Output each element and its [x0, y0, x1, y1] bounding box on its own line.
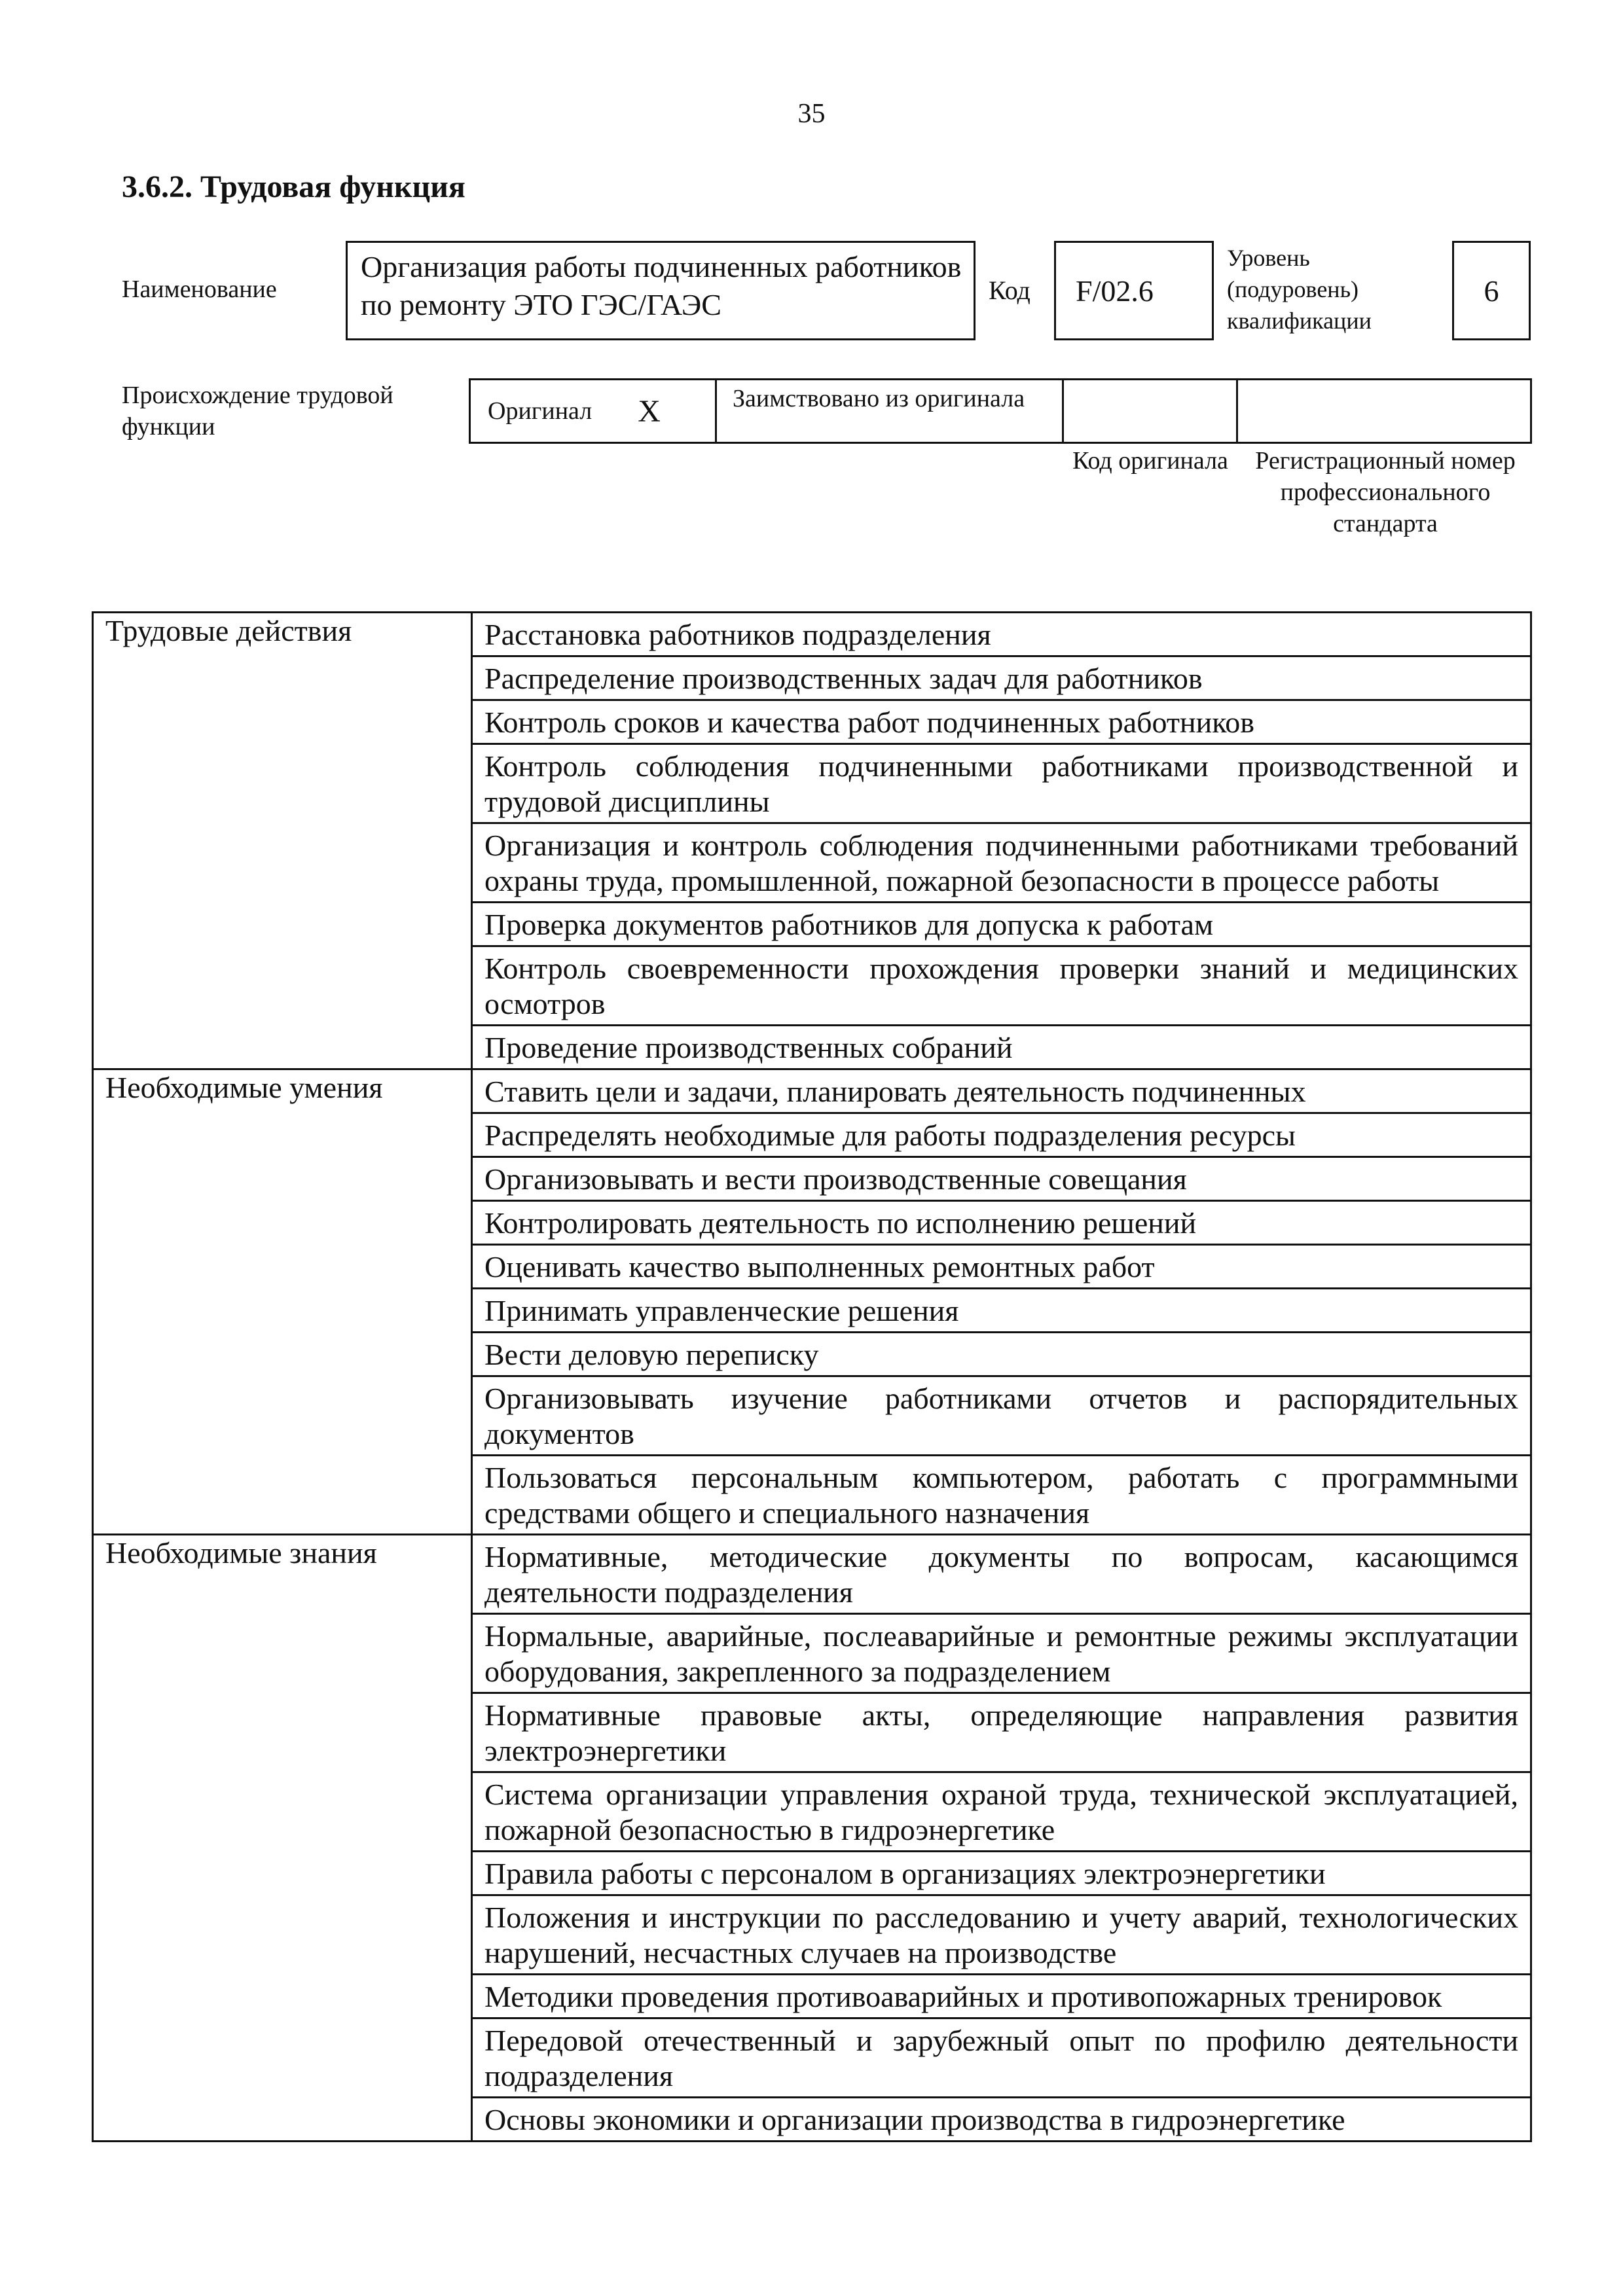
item-cell: Пользоваться персональным компьютером, работать с программными средствами общего и специального назначения: [472, 1456, 1531, 1535]
item-cell: Система организации управления охраной труда, технической эксплуатацией, пожарной безопасностью в гидроэнергетике: [472, 1772, 1531, 1852]
item-cell: Передовой отечественный и зарубежный опыт по профилю деятельности подразделения: [472, 2018, 1531, 2098]
item-cell: Организовывать и вести производственные совещания: [472, 1157, 1531, 1201]
item-cell: Правила работы с персоналом в организациях электроэнергетики: [472, 1852, 1531, 1895]
item-cell: Вести деловую переписку: [472, 1333, 1531, 1376]
item-cell: Распределять необходимые для работы подразделения ресурсы: [472, 1113, 1531, 1157]
section-title: 3.6.2. Трудовая функция: [122, 170, 465, 204]
item-cell: Положения и инструкции по расследованию и учету аварий, технологических нарушений, несчастных случаев на производстве: [472, 1895, 1531, 1975]
item-cell: Нормальные, аварийные, послеаварийные и ремонтные режимы эксплуатации оборудования, закрепленного за подразделением: [472, 1614, 1531, 1693]
table-row: [93, 1069, 1531, 1113]
item-cell: Контроль сроков и качества работ подчиненных работников: [472, 700, 1531, 744]
origin-row: [469, 378, 1532, 444]
code-label: Код: [989, 276, 1030, 305]
item-cell: Ставить цели и задачи, планировать деятельность подчиненных: [472, 1069, 1531, 1113]
origin-borrowed-cell: Заимствовано из оригинала: [717, 380, 1064, 442]
origin-original-label: Оригинал: [488, 397, 593, 425]
table-row: [93, 1535, 1531, 1614]
item-cell: Проведение производственных собраний: [472, 1026, 1531, 1069]
qualification-level-label: Уровень (подуровень) квалификации: [1227, 245, 1372, 334]
origin-original-cell: [471, 380, 717, 442]
page-number: 35: [797, 99, 826, 129]
item-cell: Организация и контроль соблюдения подчиненными работниками требований охраны труда, промышленной, пожарной безопасности в процессе работы: [472, 823, 1531, 903]
item-cell: Контроль соблюдения подчиненными работниками производственной и трудовой дисциплины: [472, 744, 1531, 823]
function-code-box: F/02.6: [1054, 241, 1214, 340]
item-cell: Расстановка работников подразделения: [472, 613, 1531, 656]
origin-label: Происхождение трудовой функции: [122, 382, 393, 440]
origin-reg-cell: [1238, 380, 1530, 442]
item-cell: Принимать управленческие решения: [472, 1289, 1531, 1333]
function-table: [92, 611, 1532, 2142]
function-name-box: Организация работы подчиненных работников по ремонту ЭТО ГЭС/ГАЭС: [346, 241, 976, 340]
item-cell: Контролировать деятельность по исполнению решений: [472, 1201, 1531, 1245]
item-cell: Распределение производственных задач для работников: [472, 656, 1531, 700]
item-cell: Проверка документов работников для допуска к работам: [472, 903, 1531, 946]
item-cell: Организовывать изучение работниками отчетов и распорядительных документов: [472, 1376, 1531, 1456]
qualification-level-box: 6: [1452, 241, 1531, 340]
origin-code-cell: [1064, 380, 1238, 442]
item-cell: Нормативные, методические документы по вопросам, касающимся деятельности подразделения: [472, 1535, 1531, 1614]
item-cell: Оценивать качество выполненных ремонтных работ: [472, 1245, 1531, 1289]
origin-original-mark: X: [638, 393, 661, 429]
item-cell: Нормативные правовые акты, определяющие направления развития электроэнергетики: [472, 1693, 1531, 1772]
item-cell: Основы экономики и организации производства в гидроэнергетике: [472, 2098, 1531, 2142]
category-cell: Необходимые умения: [93, 1069, 472, 1535]
item-cell: Методики проведения противоаварийных и противопожарных тренировок: [472, 1975, 1531, 2018]
table-row: [93, 613, 1531, 656]
name-label: Наименование: [122, 276, 277, 303]
category-cell: Необходимые знания: [93, 1535, 472, 2142]
origin-code-caption: Код оригинала: [1072, 447, 1228, 475]
origin-reg-caption: Регистрационный номер профессионального стандарта: [1255, 447, 1516, 537]
item-cell: Контроль своевременности прохождения проверки знаний и медицинских осмотров: [472, 946, 1531, 1026]
category-cell: Трудовые действия: [93, 613, 472, 1069]
